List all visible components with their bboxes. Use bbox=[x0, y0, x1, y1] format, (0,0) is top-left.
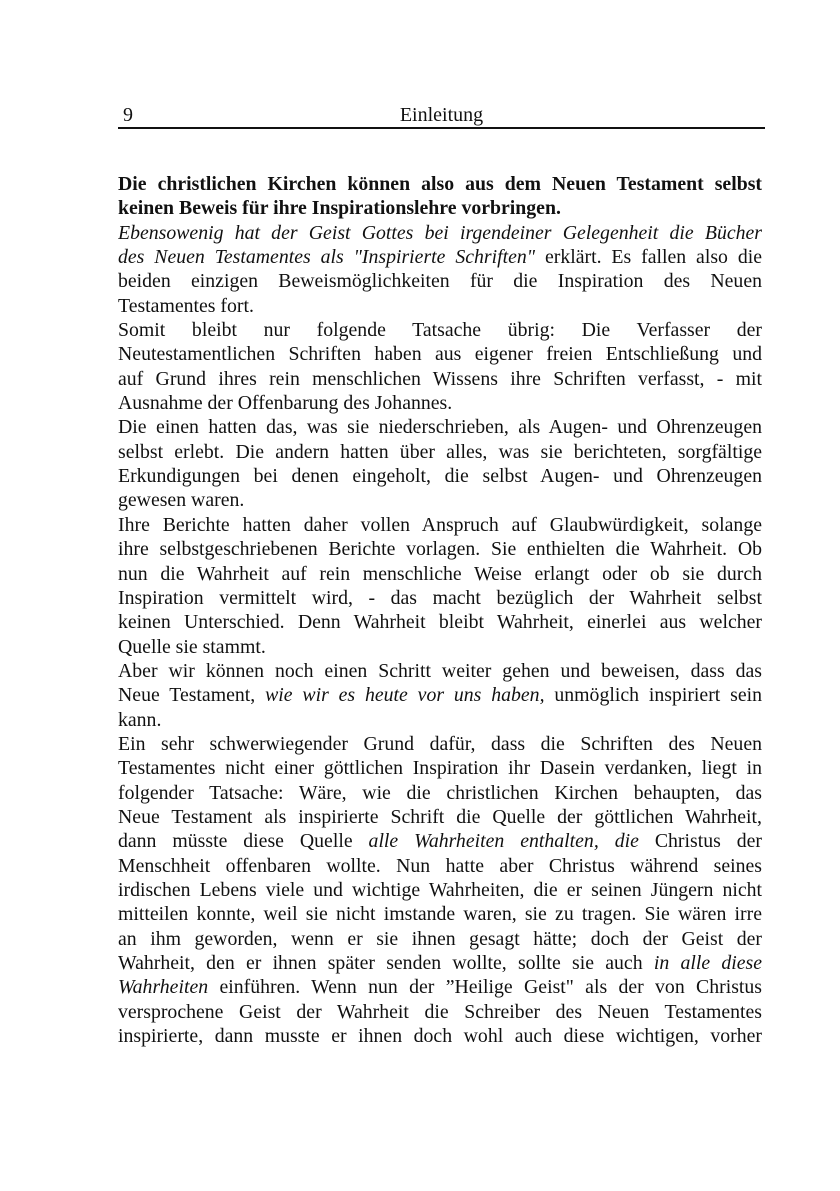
text-run: Testamentes fort. bbox=[118, 294, 254, 317]
text-run: keinen Unterschied. Denn Wahrheit bleibt Wahrheit, einerlei aus welcher bbox=[118, 611, 762, 634]
text-line bbox=[118, 805, 762, 829]
text-line bbox=[118, 172, 762, 196]
italic-text: wie wir es heute vor uns haben, bbox=[265, 684, 545, 707]
text-line bbox=[118, 562, 762, 586]
text-run: Wahrheit, den er ihnen später senden wollte, sollte sie auch bbox=[118, 952, 654, 974]
text-run: Testamentes nicht einer göttlichen Inspiration ihr Dasein verdanken, liegt in bbox=[118, 757, 762, 780]
text-line bbox=[118, 1000, 762, 1024]
text-run: irdischen Lebens viele und wichtige Wahrheiten, die er seinen Jüngern nicht bbox=[118, 878, 762, 901]
text-run: folgender Tatsache: Wäre, wie die christlichen Kirchen behaupten, das bbox=[118, 781, 762, 804]
text-line bbox=[118, 708, 762, 732]
text-run: auf Grund ihres rein menschlichen Wissens ihre Schriften verfasst, - mit bbox=[118, 367, 762, 390]
bold-text: Die christlichen Kirchen können also aus dem Neuen Testament selbst bbox=[118, 173, 762, 195]
page-number: 9 bbox=[123, 104, 133, 126]
text-line bbox=[118, 927, 762, 951]
text-line bbox=[118, 635, 762, 659]
body-text bbox=[118, 172, 762, 1048]
text-run: Erkundigungen bei denen eingeholt, die selbst Augen- und Ohrenzeugen bbox=[118, 465, 762, 488]
text-line bbox=[118, 245, 762, 269]
text-run: Aber wir können noch einen Schritt weiter gehen und beweisen, dass das bbox=[118, 659, 762, 682]
text-line bbox=[118, 196, 762, 220]
italic-text: Wahrheiten bbox=[118, 976, 209, 999]
text-line bbox=[118, 440, 762, 464]
text-line bbox=[118, 318, 762, 342]
text-run: Die einen hatten das, was sie niederschrieben, als Augen- und Ohrenzeugen bbox=[118, 416, 762, 439]
text-line bbox=[118, 683, 762, 707]
text-run: versprochene Geist der Wahrheit die Schreiber des Neuen Testamentes bbox=[118, 1000, 762, 1023]
text-line bbox=[118, 221, 762, 245]
text-run: beiden einzigen Beweismöglichkeiten für die Inspiration des Neuen bbox=[118, 270, 762, 293]
text-line bbox=[118, 586, 762, 610]
text-line bbox=[118, 269, 762, 293]
text-run: erklärt. Es fallen also die bbox=[535, 246, 762, 269]
text-run: Menschheit offenbaren wollte. Nun hatte aber Christus während seines bbox=[118, 854, 762, 877]
text-line bbox=[118, 756, 762, 780]
text-line bbox=[118, 659, 762, 683]
text-line bbox=[118, 829, 762, 853]
text-line bbox=[118, 854, 762, 878]
text-run: einführen. Wenn nun der ”Heilige Geist" als der von Christus bbox=[208, 976, 762, 999]
text-line bbox=[118, 975, 762, 999]
text-line bbox=[118, 732, 762, 756]
text-run: ihre selbstgeschriebenen Berichte vorlagen. Sie enthielten die Wahrheit. Ob bbox=[118, 538, 762, 561]
text-run: kann. bbox=[118, 708, 162, 731]
text-run: unmöglich inspiriert sein bbox=[544, 684, 762, 707]
text-run: Neutestamentlichen Schriften haben aus eigener freien Entschließung und bbox=[118, 343, 762, 366]
text-run: mitteilen konnte, weil sie nicht imstande waren, sie zu tragen. Sie wären irre bbox=[118, 903, 762, 926]
text-run: Inspiration vermittelt wird, - das macht bezüglich der Wahrheit selbst bbox=[118, 586, 762, 609]
text-run: gewesen waren. bbox=[118, 489, 245, 512]
text-line bbox=[118, 878, 762, 902]
text-run: Somit bleibt nur folgende Tatsache übrig: Die Verfasser der bbox=[118, 319, 762, 342]
text-line bbox=[118, 537, 762, 561]
text-run: dann müsste diese Quelle bbox=[118, 830, 369, 853]
text-line bbox=[118, 391, 762, 415]
text-run: Ihre Berichte hatten daher vollen Anspruch auf Glaubwürdigkeit, solange bbox=[118, 513, 762, 536]
text-line bbox=[118, 610, 762, 634]
text-run: inspirierte, dann musste er ihnen doch wohl auch diese wichtigen, vorher bbox=[118, 1025, 762, 1048]
bold-text: keinen Beweis für ihre Inspirationslehre vorbringen. bbox=[118, 197, 561, 220]
text-run: Quelle sie stammt. bbox=[118, 635, 266, 658]
header-rule bbox=[118, 127, 765, 129]
text-run: an ihm geworden, wenn er sie ihnen gesagt hätte; doch der Geist der bbox=[118, 927, 762, 950]
text-line bbox=[118, 951, 762, 975]
text-run: Neue Testament als inspirierte Schrift die Quelle der göttlichen Wahrheit, bbox=[118, 805, 762, 828]
text-line bbox=[118, 488, 762, 512]
italic-text: alle Wahrheiten enthalten, die bbox=[368, 830, 639, 853]
text-run: Neue Testament, bbox=[118, 684, 266, 707]
text-line bbox=[118, 781, 762, 805]
text-run: Ein sehr schwerwiegender Grund dafür, dass die Schriften des Neuen bbox=[118, 732, 762, 755]
text-line bbox=[118, 342, 762, 366]
text-line bbox=[118, 1024, 762, 1048]
text-run: nun die Wahrheit auf rein menschliche Weise erlangt oder ob sie durch bbox=[118, 562, 762, 585]
text-run: selbst erlebt. Die andern hatten über alles, was sie berichteten, sorgfältige bbox=[118, 440, 762, 463]
text-line bbox=[118, 513, 762, 537]
text-run: Christus der bbox=[638, 830, 762, 853]
text-line bbox=[118, 464, 762, 488]
text-run: Ausnahme der Offenbarung des Johannes. bbox=[118, 392, 453, 415]
text-line bbox=[118, 367, 762, 391]
italic-text: Ebensowenig hat der Geist Gottes bei irgendeiner Gelegenheit die Bücher bbox=[118, 221, 762, 244]
italic-text: in alle diese bbox=[653, 952, 762, 974]
text-line bbox=[118, 294, 762, 318]
running-header-title: Einleitung bbox=[399, 104, 484, 126]
text-line bbox=[118, 902, 762, 926]
text-line bbox=[118, 415, 762, 439]
italic-text: des Neuen Testamentes als "Inspirierte Schriften" bbox=[118, 246, 536, 269]
